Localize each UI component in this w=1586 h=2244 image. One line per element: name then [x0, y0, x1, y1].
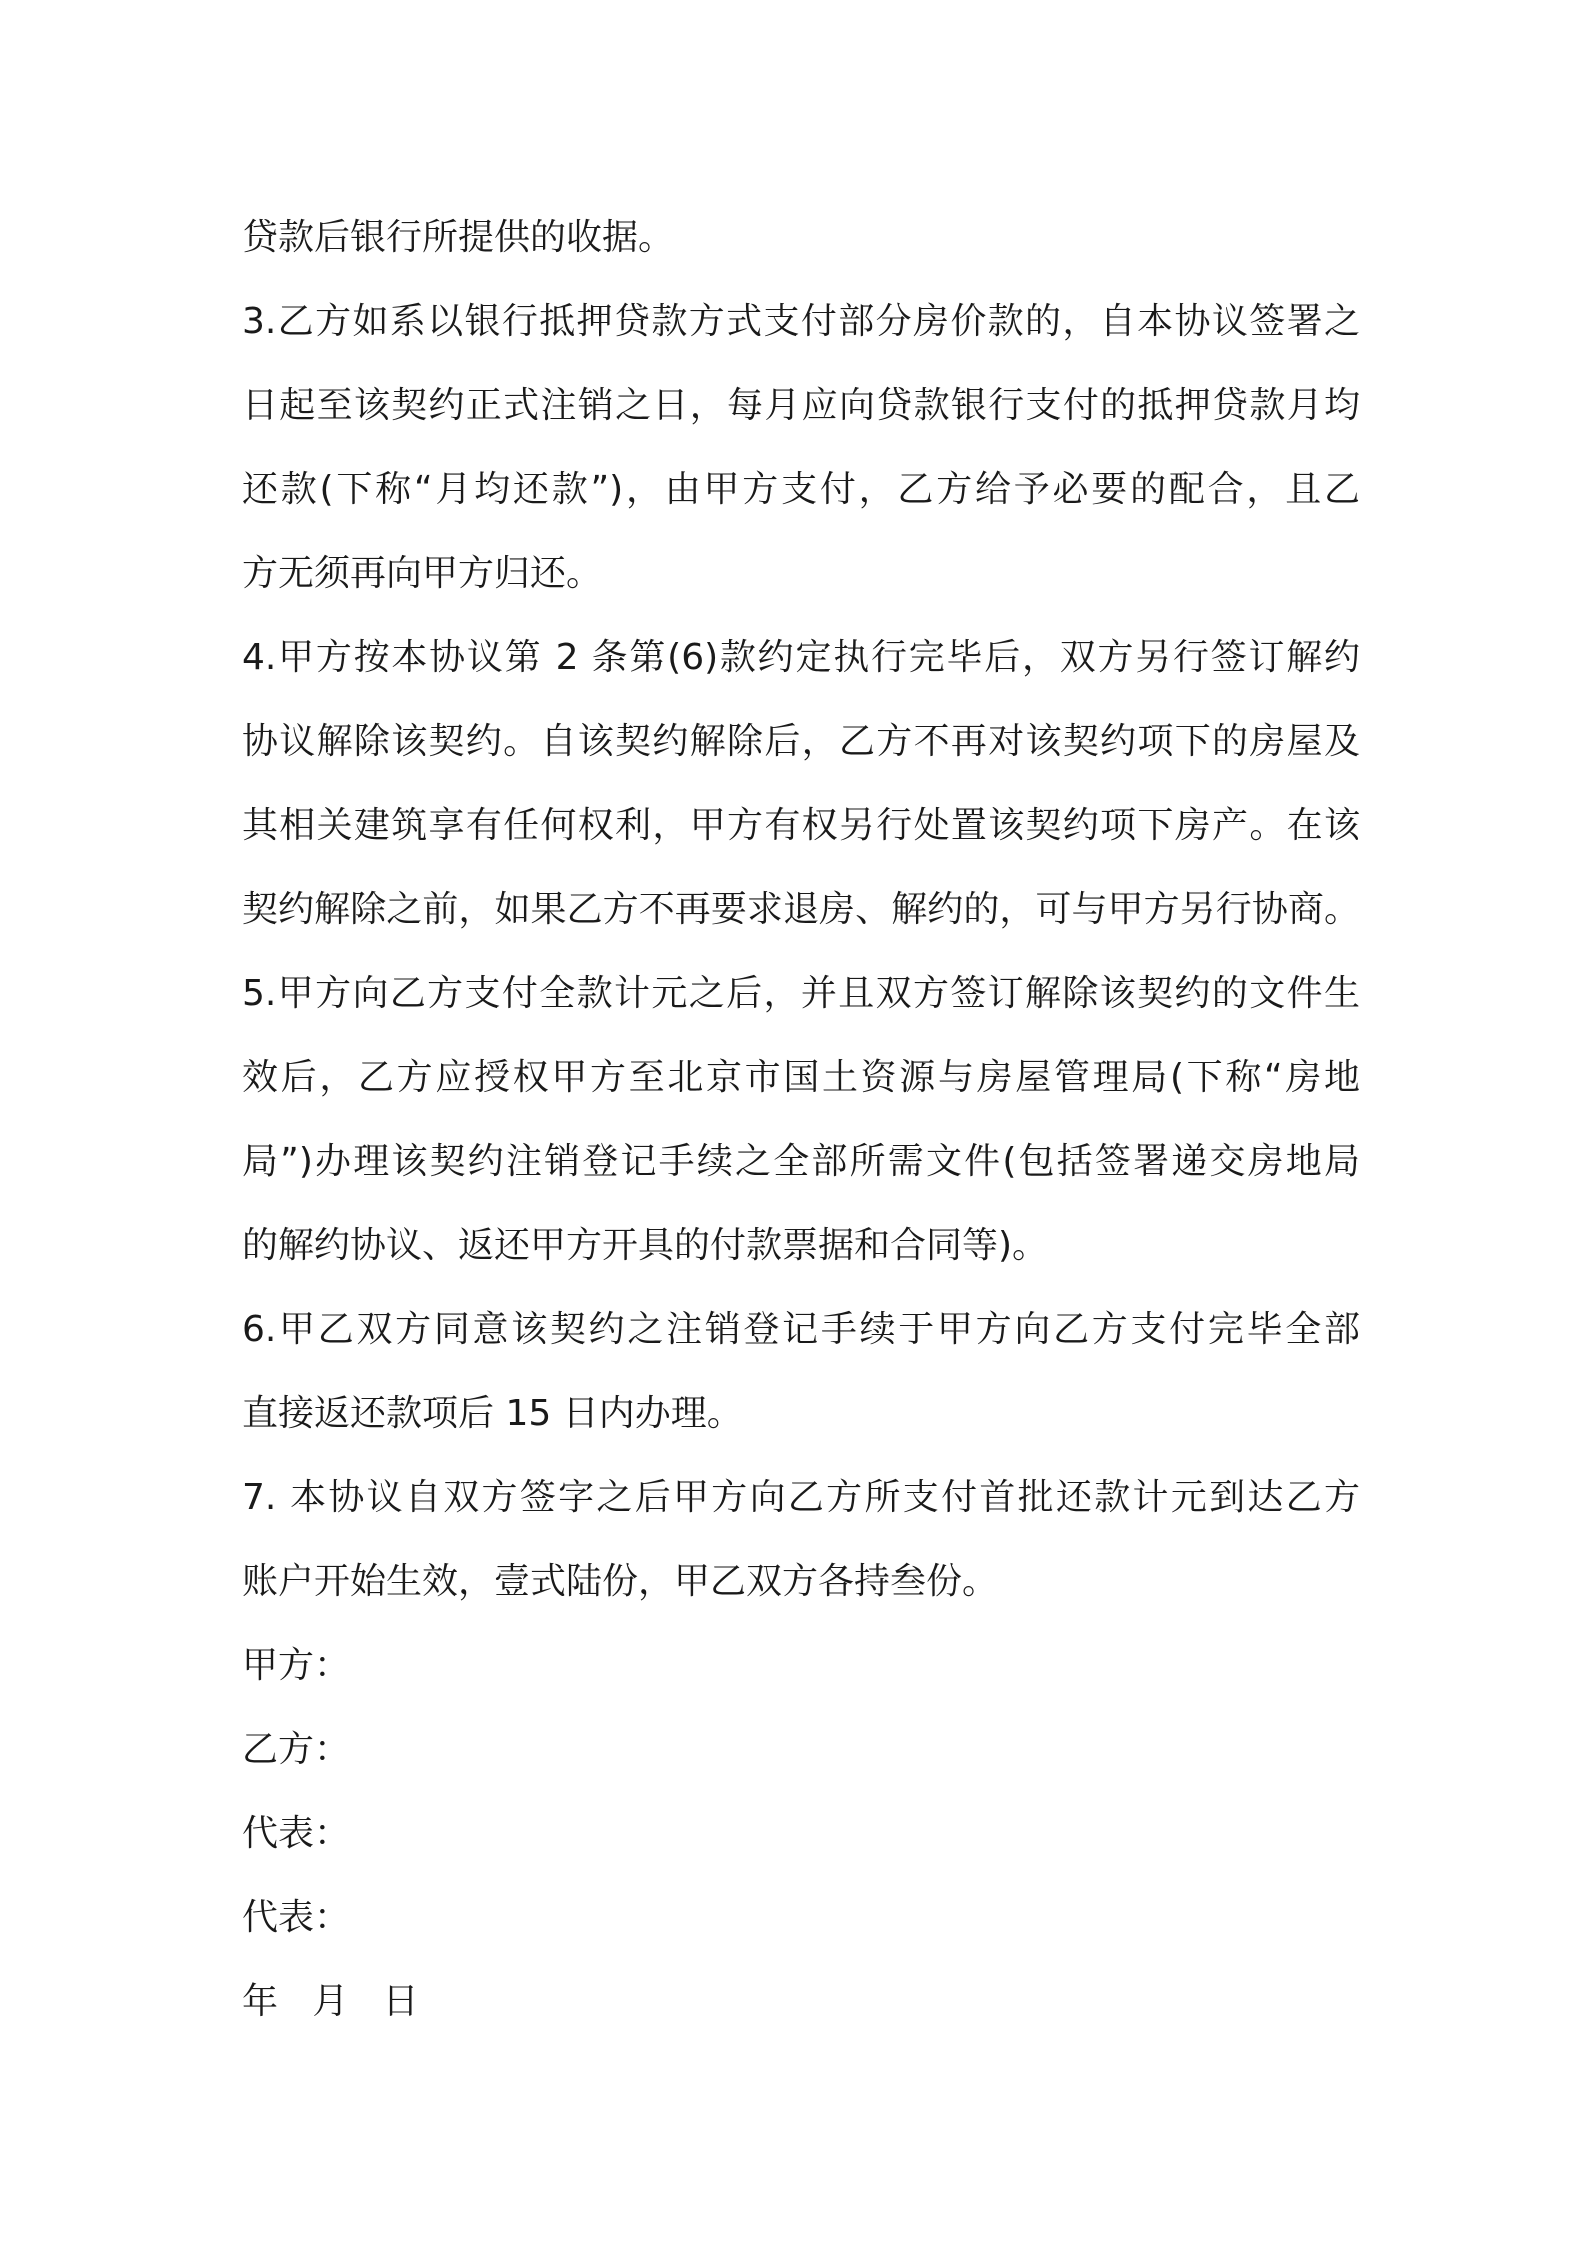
- text-line: 贷款后银行所提供的收据。: [242, 217, 675, 258]
- signature-party-b: 乙方：: [242, 1729, 351, 1770]
- signature-representative-1: 代表：: [242, 1813, 351, 1854]
- text-line: 账户开始生效，壹式陆份，甲乙双方各持叁份。: [242, 1561, 999, 1602]
- text-line: 契约解除之前，如果乙方不再要求退房、解约的，可与甲方另行协商。: [242, 889, 1360, 930]
- text-line: 直接返还款项后 15 日内办理。: [242, 1393, 743, 1434]
- document-body: [242, 196, 1360, 2044]
- text-line: 局”)办理该契约注销登记手续之全部所需文件(包括签署递交房地局: [242, 1141, 1360, 1182]
- text-line: 的解约协议、返还甲方开具的付款票据和合同等)。: [242, 1225, 1049, 1266]
- text-line: 7. 本协议自双方签字之后甲方向乙方所支付首批还款计元到达乙方: [242, 1477, 1360, 1518]
- text-line: 5.甲方向乙方支付全款计元之后，并且双方签订解除该契约的文件生: [242, 973, 1360, 1014]
- text-line: 协议解除该契约。自该契约解除后，乙方不再对该契约项下的房屋及: [242, 721, 1360, 762]
- text-line: 效后，乙方应授权甲方至北京市国土资源与房屋管理局(下称“房地: [242, 1057, 1360, 1098]
- text-line: 6.甲乙双方同意该契约之注销登记手续于甲方向乙方支付完毕全部: [242, 1309, 1360, 1350]
- text-line: 日起至该契约正式注销之日，每月应向贷款银行支付的抵押贷款月均: [242, 385, 1360, 426]
- signature-party-a: 甲方：: [242, 1645, 351, 1686]
- text-line: 3.乙方如系以银行抵押贷款方式支付部分房价款的，自本协议签署之: [242, 301, 1360, 342]
- signature-representative-2: 代表：: [242, 1897, 351, 1938]
- signature-date: 年 月 日: [242, 1981, 419, 2022]
- text-line: 方无须再向甲方归还。: [242, 553, 603, 594]
- text-line: 其相关建筑享有任何权利，甲方有权另行处置该契约项下房产。在该: [242, 805, 1360, 846]
- text-line: 还款(下称“月均还款”)，由甲方支付，乙方给予必要的配合，且乙: [242, 469, 1360, 510]
- text-line: 4.甲方按本协议第 2 条第(6)款约定执行完毕后，双方另行签订解约: [242, 637, 1360, 678]
